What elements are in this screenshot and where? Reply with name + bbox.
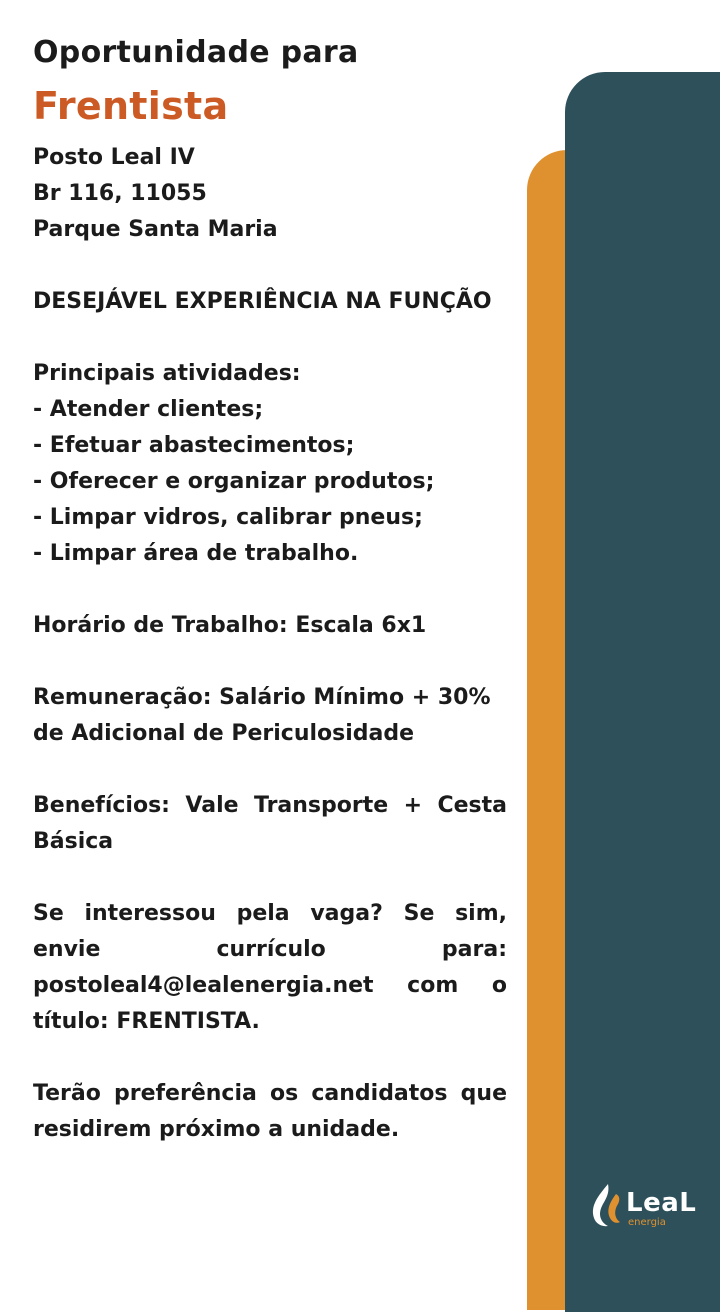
location-line: Br 116, 11055	[33, 181, 207, 206]
pay-line: de Adicional de Periculosidade	[33, 721, 415, 746]
requirement-text: DESEJÁVEL EXPERIÊNCIA NA FUNÇÃO	[33, 289, 492, 314]
location-line: Parque Santa Maria	[33, 217, 278, 242]
activity-item: - Atender clientes;	[33, 397, 264, 422]
apply-line: título: FRENTISTA.	[33, 1009, 260, 1034]
logo-wordmark: LeaL	[626, 1188, 697, 1218]
schedule-text: Horário de Trabalho: Escala 6x1	[33, 613, 427, 638]
activity-item: - Limpar vidros, calibrar pneus;	[33, 505, 423, 530]
teal-decor-bar	[565, 72, 720, 1312]
pay-line: Remuneração: Salário Mínimo + 30%	[33, 685, 491, 710]
location-line: Posto Leal IV	[33, 145, 195, 170]
job-post-content	[33, 30, 507, 1148]
apply-line: Se interessou pela vaga? Se sim,	[33, 901, 507, 926]
apply-line: envie currículo para:	[33, 937, 507, 962]
intro-heading: Oportunidade para	[33, 35, 359, 70]
activity-item: - Oferecer e organizar produtos;	[33, 469, 435, 494]
preference-line: Terão preferência os candidatos que	[33, 1081, 507, 1106]
apply-email-line: postoleal4@lealenergia.net com o	[33, 973, 507, 998]
job-role-title: Frentista	[33, 84, 229, 128]
activity-item: - Efetuar abastecimentos;	[33, 433, 355, 458]
benefits-line: Básica	[33, 829, 114, 854]
activities-title: Principais atividades:	[33, 361, 301, 386]
leal-energia-logo	[588, 1180, 712, 1232]
flame-logo-icon	[588, 1182, 624, 1228]
logo-subtext: energia	[628, 1217, 666, 1228]
activity-item: - Limpar área de trabalho.	[33, 541, 359, 566]
benefits-line: Benefícios: Vale Transporte + Cesta	[33, 793, 507, 818]
preference-line: residirem próximo a unidade.	[33, 1117, 400, 1142]
